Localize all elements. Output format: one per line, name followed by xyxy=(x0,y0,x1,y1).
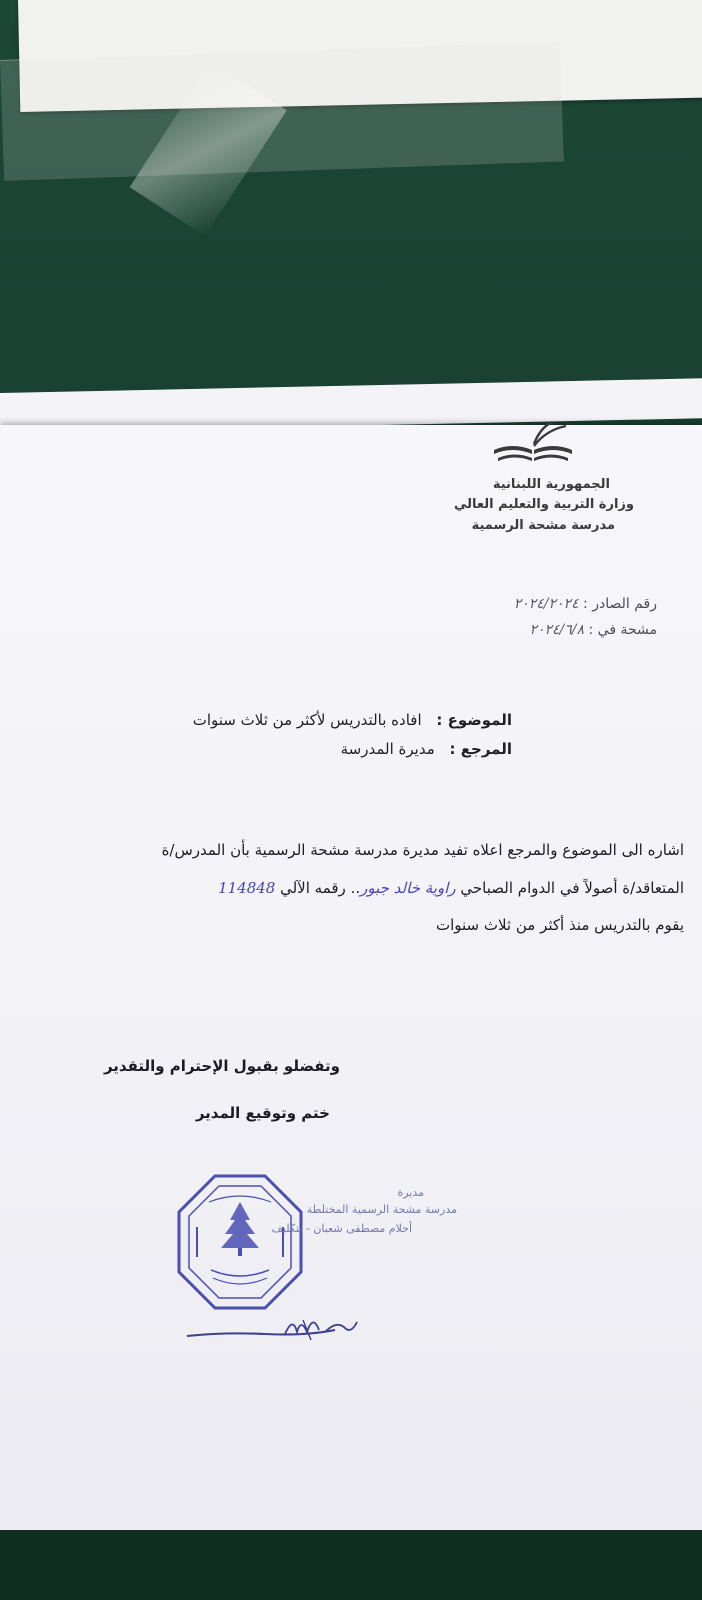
place-date-line xyxy=(529,622,657,638)
header-republic: الجمهورية اللبنانية xyxy=(492,477,610,492)
closing-stamp-sign: ختم وتوقيع المدير xyxy=(195,1104,330,1122)
handwritten-signature xyxy=(185,1312,365,1342)
adhesive-tape xyxy=(0,40,564,180)
document-sheet xyxy=(0,425,702,1530)
teacher-name-handwritten: راوية خالد جبور xyxy=(360,879,456,897)
body-line-2-prefix: المتعاقد/ة أصولاً في الدوام الصباحي xyxy=(460,879,684,897)
open-book-logo-icon xyxy=(488,420,578,470)
body-line-3: يقوم بالتدريس منذ أكثر من ثلاث سنوات xyxy=(435,916,684,934)
stamp-name: أحلام مصطفى شعبان - بتكليف xyxy=(271,1222,412,1235)
header-school: مدرسة مشحة الرسمية xyxy=(471,518,615,533)
body-line-2: المتعاقد/ة أصولاً في الدوام الصباحي راوية خالد جبور.. رقمه الآلي 114848 xyxy=(218,879,684,897)
subject-line xyxy=(193,711,512,729)
subject-value: افاده بالتدريس لأكثر من ثلاث سنوات xyxy=(192,711,422,729)
header-ministry: وزارة التربية والتعليم العالي xyxy=(453,497,634,512)
body-line-1: اشاره الى الموضوع والمرجع اعلاه تفيد مديرة مدرسة مشحة الرسمية بأن المدرس/ة xyxy=(161,841,684,859)
place-date-value: ٢٠٢٤/٦/٨ xyxy=(529,622,585,638)
closing-regards: وتفضلو بقبول الإحترام والتقدير xyxy=(103,1057,340,1075)
stamp-title: مديرة xyxy=(397,1186,424,1199)
body-line-2-mid: رقمه الآلي xyxy=(280,879,346,897)
issue-number-line xyxy=(514,596,657,612)
employee-number-handwritten: 114848 xyxy=(218,879,276,897)
stamp-school: مدرسة مشحة الرسمية المختلطة xyxy=(306,1203,457,1216)
reference-line xyxy=(341,740,512,758)
place-date-label: مشحة في : xyxy=(588,622,657,638)
reference-label: المرجع : xyxy=(449,740,512,758)
official-seal-icon xyxy=(175,1172,305,1312)
reference-value: مديرة المدرسة xyxy=(340,740,435,758)
issue-number-label: رقم الصادر : xyxy=(583,596,657,612)
subject-label: الموضوع : xyxy=(436,711,512,729)
issue-number-value: ٢٠٢٤/٢٠٢٤ xyxy=(513,596,579,612)
